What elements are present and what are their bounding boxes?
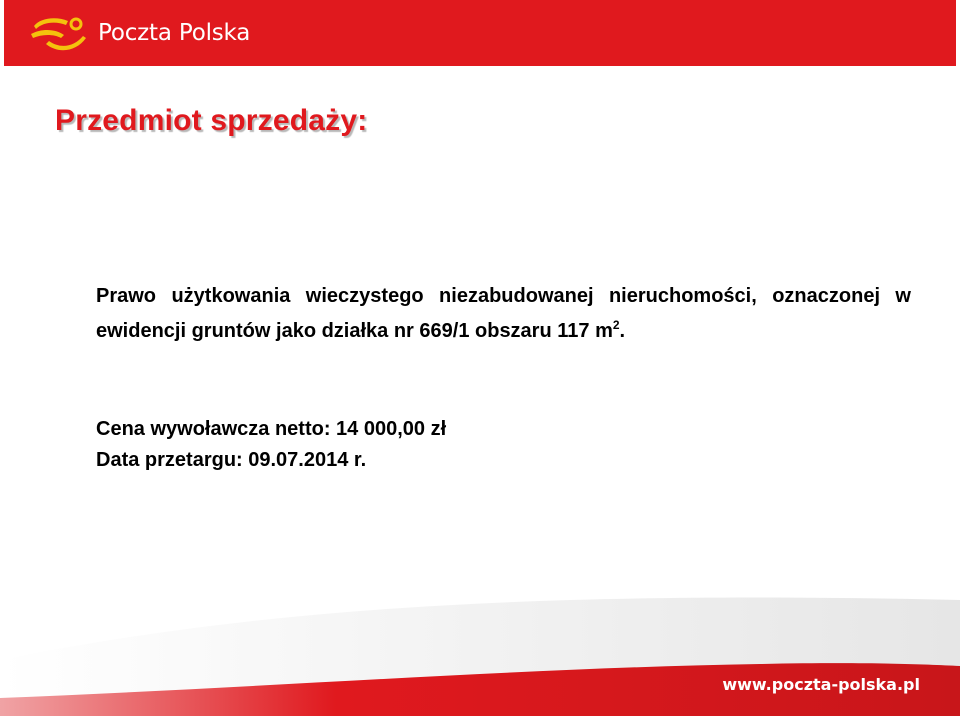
website-link[interactable]: www.poczta-polska.pl [722, 675, 920, 694]
footer-wave-graphic [0, 590, 960, 716]
poczta-horn-icon [28, 10, 94, 54]
footer-band [0, 590, 960, 716]
auction-date: Data przetargu: 09.07.2014 r. [96, 449, 367, 471]
header-bar [4, 0, 956, 66]
starting-price: Cena wywoławcza netto: 14 000,00 zł [96, 418, 447, 440]
description-end: . [619, 320, 626, 342]
property-description [96, 282, 911, 346]
description-text: Prawo użytkowania wieczystego niezabudowanej nieruchomości, oznaczonej w ewidencji gruntów jako działka nr 669/1 obszaru 117 m [96, 285, 911, 342]
slide-title: Przedmiot sprzedaży: [55, 104, 368, 137]
brand-logo[interactable] [28, 10, 250, 54]
sale-details [96, 414, 911, 476]
brand-name: Poczta Polska [98, 20, 251, 46]
area-unit-superscript: 2 [612, 318, 620, 332]
